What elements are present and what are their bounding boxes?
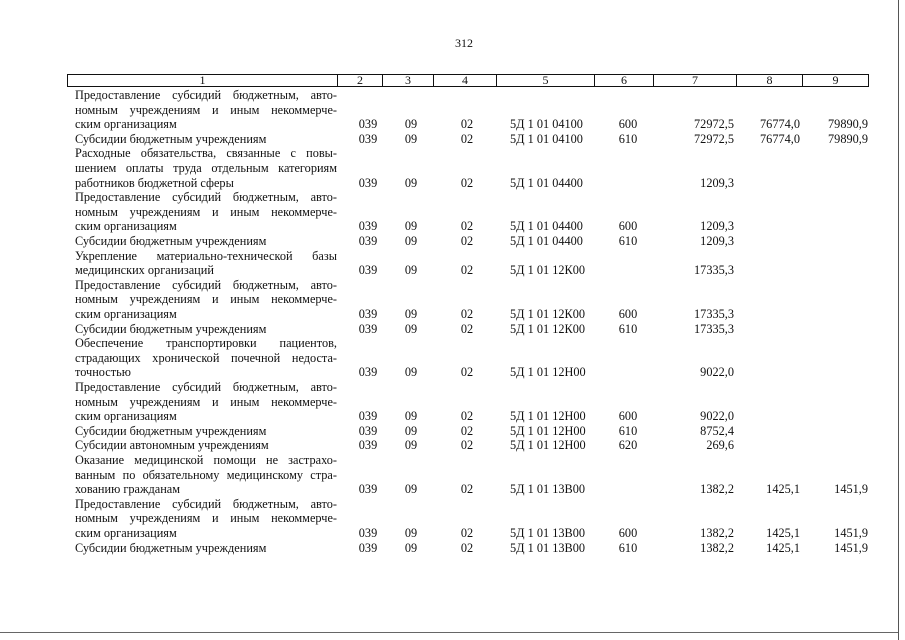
row-name [75,278,337,322]
row-name-line: Предоставление субсидий бюджетным, авто- [75,190,337,205]
cell-col-7: 1209,3 [700,175,734,190]
cell-col-2: 039 [358,306,378,321]
row-name-line: медицинских организаций [75,263,214,278]
row-name [75,380,337,424]
table-row [0,234,905,249]
row-name-line: ским организациям [75,219,177,234]
cell-col-5: 5Д 1 01 12К00 [510,321,586,336]
cell-col-8: 76774,0 [760,131,800,146]
cell-col-3: 09 [404,175,418,190]
row-name-line: Предоставление субсидий бюджетным, авто- [75,379,337,394]
cell-col-3: 09 [404,131,418,146]
row-name [75,438,337,453]
cell-col-5: 5Д 1 01 13В00 [510,540,586,555]
row-name [75,541,337,556]
row-name-line: номным учреждениям и иным некоммерче- [75,292,337,307]
table-row [0,438,905,453]
cell-col-7: 1382,2 [700,482,734,497]
row-name-line: Предоставление субсидий бюджетным, авто- [75,277,337,292]
header-col-3: 3 [382,74,433,87]
cell-col-6: 600 [618,525,638,540]
cell-col-6: 610 [618,540,638,555]
cell-col-8: 1425,1 [766,540,800,555]
cell-col-6: 610 [618,423,638,438]
cell-col-9: 1451,9 [834,525,868,540]
cell-col-7: 17335,3 [694,263,734,278]
row-name-line: ванным по обязательному медицинскому стра- [75,467,337,482]
row-name [75,190,337,234]
cell-col-4: 02 [460,306,474,321]
page-number: 312 [455,36,473,50]
row-name-line: Оказание медицинской помощи не застрахо- [75,452,337,467]
header-col-2: 2 [337,74,382,87]
cell-col-6: 610 [618,321,638,336]
cell-col-9: 79890,9 [828,117,868,132]
table-body [0,88,905,555]
table-header [67,74,869,87]
cell-col-9: 79890,9 [828,131,868,146]
cell-col-3: 09 [404,233,418,248]
cell-col-5: 5Д 1 01 12Н00 [510,423,586,438]
header-col-6: 6 [594,74,653,87]
row-name-line: ским организациям [75,117,177,132]
header-col-8: 8 [736,74,802,87]
row-name-line: ским организациям [75,306,177,321]
row-name-line: Обеспечение транспортировки пациентов, [75,336,337,351]
cell-col-4: 02 [460,540,474,555]
cell-col-2: 039 [358,321,378,336]
row-name-line: Субсидии бюджетным учреждениям [75,540,267,555]
cell-col-3: 09 [404,525,418,540]
row-name [75,234,337,249]
row-name-line: Предоставление субсидий бюджетным, авто- [75,496,337,511]
cell-col-6: 620 [618,438,638,453]
cell-col-8: 76774,0 [760,117,800,132]
cell-col-7: 9022,0 [700,409,734,424]
cell-col-4: 02 [460,438,474,453]
cell-col-5: 5Д 1 01 04100 [510,131,583,146]
cell-col-6: 600 [618,409,638,424]
row-name-line: Субсидии бюджетным учреждениям [75,233,267,248]
cell-col-4: 02 [460,263,474,278]
cell-col-5: 5Д 1 01 13В00 [510,525,586,540]
row-name [75,424,337,439]
cell-col-7: 8752,4 [700,423,734,438]
row-name-line: ским организациям [75,409,177,424]
cell-col-7: 1382,2 [700,525,734,540]
cell-col-3: 09 [404,365,418,380]
cell-col-2: 039 [358,219,378,234]
cell-col-5: 5Д 1 01 04400 [510,233,583,248]
cell-col-6: 600 [618,117,638,132]
cell-col-7: 1209,3 [700,219,734,234]
cell-col-2: 039 [358,263,378,278]
cell-col-4: 02 [460,365,474,380]
row-name-line: номным учреждениям и иным некоммерче- [75,511,337,526]
table-row [0,424,905,439]
row-name [75,249,337,278]
cell-col-2: 039 [358,438,378,453]
scan-edge-bottom [0,632,898,633]
row-name [75,336,337,380]
cell-col-9: 1451,9 [834,482,868,497]
cell-col-3: 09 [404,321,418,336]
row-name-line: шением оплаты труда отдельным категориям [75,160,337,175]
row-name [75,453,337,497]
cell-col-6: 610 [618,131,638,146]
cell-col-7: 1382,2 [700,540,734,555]
cell-col-5: 5Д 1 01 12Н00 [510,409,586,424]
table-row [0,453,905,497]
cell-col-3: 09 [404,438,418,453]
cell-col-4: 02 [460,219,474,234]
row-name [75,322,337,337]
row-name-line: Расходные обязательства, связанные с повы- [75,146,337,161]
cell-col-6: 600 [618,219,638,234]
cell-col-4: 02 [460,482,474,497]
table-row [0,146,905,190]
cell-col-6: 610 [618,233,638,248]
cell-col-5: 5Д 1 01 04400 [510,219,583,234]
row-name-line: Субсидии автономным учреждениям [75,438,269,453]
row-name-line: номным учреждениям и иным некоммерче- [75,204,337,219]
row-name-line: работников бюджетной сферы [75,175,234,190]
cell-col-7: 1209,3 [700,233,734,248]
cell-col-2: 039 [358,540,378,555]
cell-col-4: 02 [460,409,474,424]
row-name-line: Субсидии бюджетным учреждениям [75,321,267,336]
cell-col-7: 269,6 [706,438,734,453]
cell-col-5: 5Д 1 01 12Н00 [510,438,586,453]
cell-col-2: 039 [358,423,378,438]
cell-col-2: 039 [358,131,378,146]
row-name [75,146,337,190]
cell-col-2: 039 [358,409,378,424]
cell-col-8: 1425,1 [766,482,800,497]
cell-col-9: 1451,9 [834,540,868,555]
row-name-line: Субсидии бюджетным учреждениям [75,423,267,438]
cell-col-7: 72972,5 [694,117,734,132]
cell-col-2: 039 [358,233,378,248]
cell-col-7: 17335,3 [694,306,734,321]
table-row [0,380,905,424]
cell-col-3: 09 [404,482,418,497]
cell-col-3: 09 [404,306,418,321]
cell-col-4: 02 [460,131,474,146]
cell-col-2: 039 [358,482,378,497]
cell-col-4: 02 [460,175,474,190]
cell-col-3: 09 [404,219,418,234]
table-row [0,322,905,337]
cell-col-2: 039 [358,117,378,132]
cell-col-5: 5Д 1 01 04100 [510,117,583,132]
row-name-line: номным учреждениям и иным некоммерче- [75,394,337,409]
cell-col-5: 5Д 1 01 12К00 [510,306,586,321]
table-row [0,249,905,278]
cell-col-7: 17335,3 [694,321,734,336]
table-row [0,336,905,380]
cell-col-2: 039 [358,525,378,540]
table-row [0,278,905,322]
cell-col-7: 9022,0 [700,365,734,380]
row-name-line: Предоставление субсидий бюджетным, авто- [75,88,337,102]
row-name [75,497,337,541]
cell-col-3: 09 [404,409,418,424]
table-row [0,190,905,234]
cell-col-3: 09 [404,117,418,132]
cell-col-2: 039 [358,175,378,190]
table-row [0,497,905,541]
header-col-9: 9 [802,74,869,87]
cell-col-4: 02 [460,233,474,248]
cell-col-3: 09 [404,423,418,438]
row-name [75,132,337,147]
cell-col-3: 09 [404,540,418,555]
table-row [0,541,905,556]
cell-col-4: 02 [460,321,474,336]
header-col-5: 5 [496,74,594,87]
row-name-line: страдающих хронической почечной недоста- [75,350,337,365]
cell-col-8: 1425,1 [766,525,800,540]
table-row [0,88,905,132]
cell-col-5: 5Д 1 01 12К00 [510,263,586,278]
cell-col-4: 02 [460,423,474,438]
cell-col-5: 5Д 1 01 13В00 [510,482,586,497]
row-name-line: хованию гражданам [75,482,181,497]
cell-col-4: 02 [460,525,474,540]
row-name-line: Субсидии бюджетным учреждениям [75,131,267,146]
header-col-7: 7 [653,74,736,87]
row-name-line: ским организациям [75,525,177,540]
row-name-line: номным учреждениям и иным некоммерче- [75,102,337,117]
cell-col-5: 5Д 1 01 12Н00 [510,365,586,380]
cell-col-6: 600 [618,306,638,321]
cell-col-7: 72972,5 [694,131,734,146]
table-row [0,132,905,147]
cell-col-2: 039 [358,365,378,380]
header-col-4: 4 [433,74,496,87]
row-name [75,88,337,132]
row-name-line: точностью [75,365,131,380]
cell-col-3: 09 [404,263,418,278]
row-name-line: Укрепление материально-технической базы [75,248,337,263]
header-col-1: 1 [67,74,337,87]
cell-col-4: 02 [460,117,474,132]
cell-col-5: 5Д 1 01 04400 [510,175,583,190]
